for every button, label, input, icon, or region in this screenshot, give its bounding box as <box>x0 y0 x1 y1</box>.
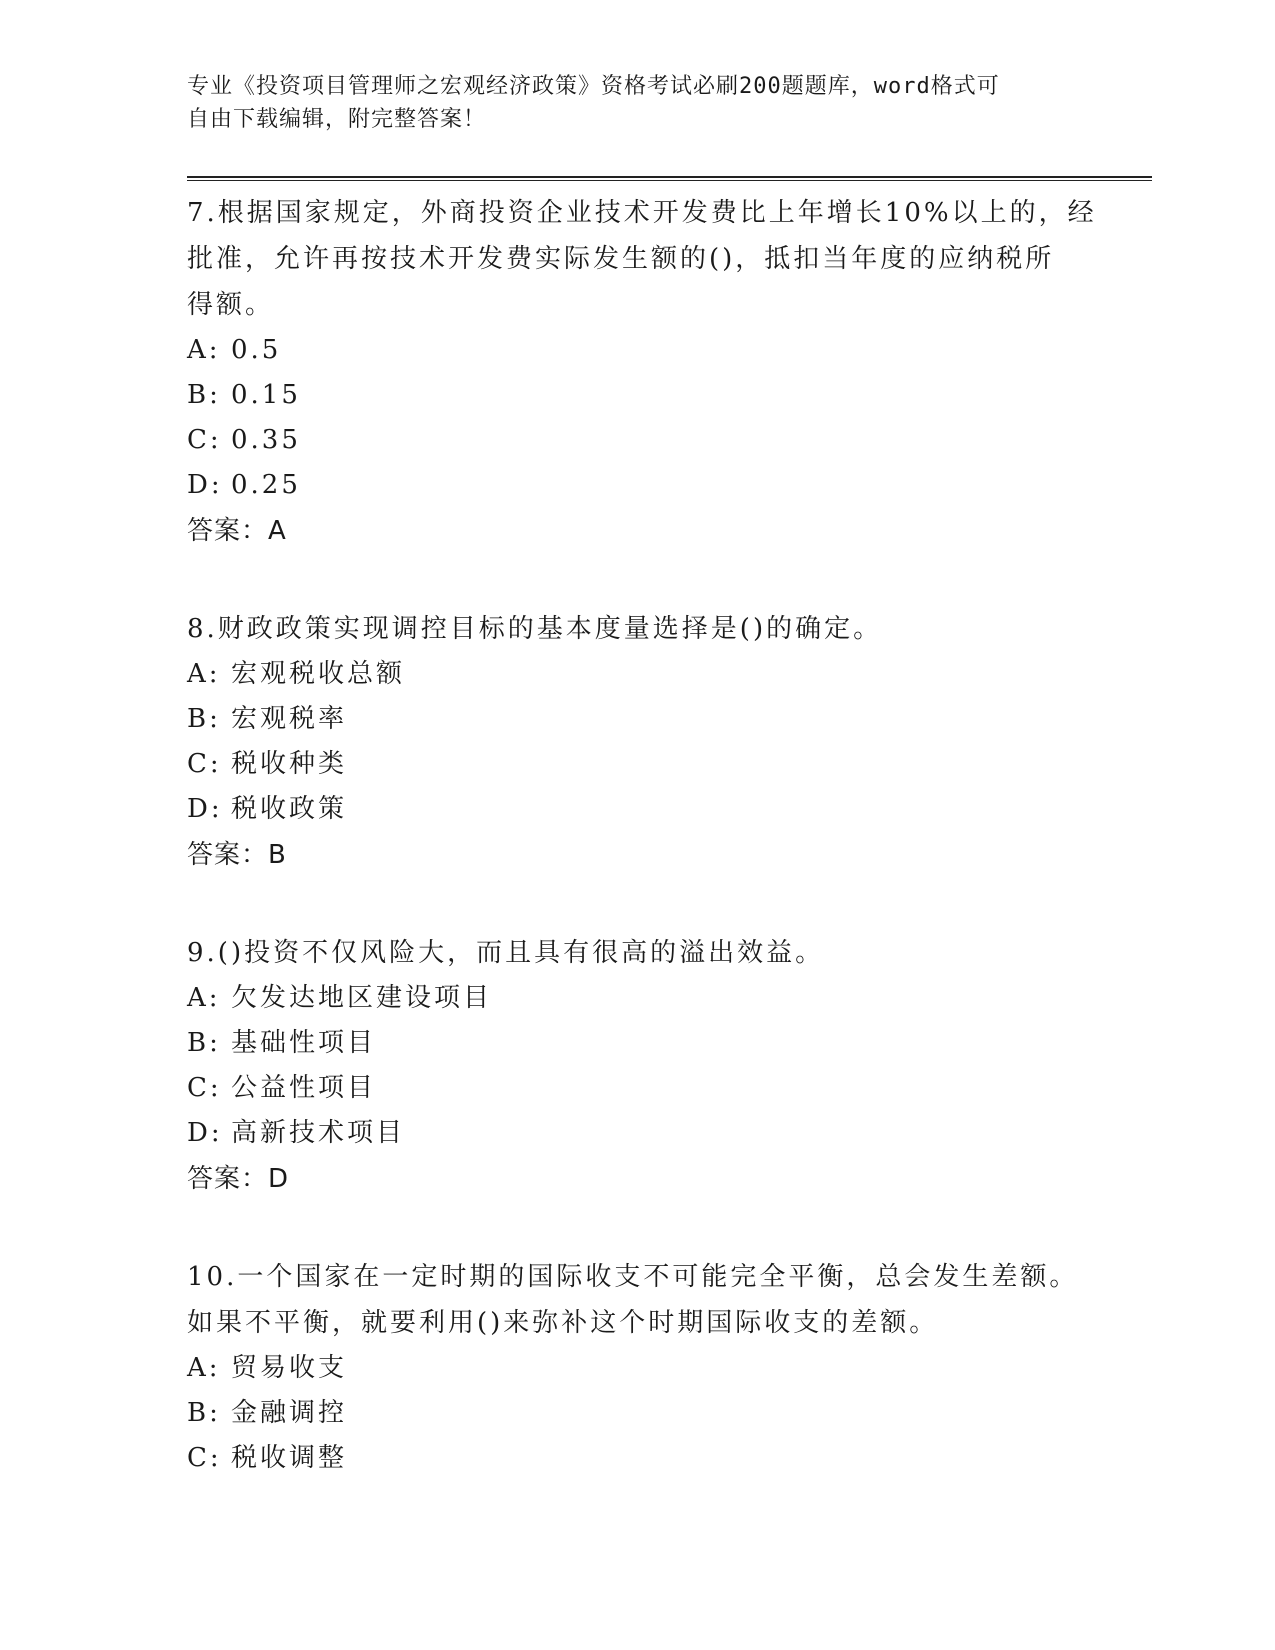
option-key: B: <box>187 380 221 410</box>
question-stem <box>187 606 1087 652</box>
option-b <box>187 373 1087 418</box>
answer-line: 答案：D <box>187 1164 290 1194</box>
option-text: 0.15 <box>231 380 301 410</box>
option-a <box>187 1346 1087 1391</box>
question-stem <box>187 1254 1087 1346</box>
header-divider <box>187 176 1152 181</box>
option-text: 基础性项目 <box>231 1028 377 1058</box>
option-key: C: <box>187 1073 222 1103</box>
option-text: 0.35 <box>231 425 301 455</box>
option-c <box>187 742 1087 787</box>
option-text: 税收调整 <box>231 1443 348 1473</box>
question-stem <box>187 930 1087 976</box>
option-c <box>187 418 1087 463</box>
option-key: A: <box>187 659 221 689</box>
option-key: B: <box>187 1398 221 1428</box>
option-d <box>187 787 1087 832</box>
option-key: A: <box>187 1353 221 1383</box>
option-key: A: <box>187 335 221 365</box>
option-c <box>187 1066 1087 1111</box>
question-stem-line: 10.一个国家在一定时期的国际收支不可能完全平衡，总会发生差额。 <box>187 1262 1079 1292</box>
option-text: 0.25 <box>231 470 301 500</box>
option-text: 宏观税收总额 <box>231 659 406 689</box>
document-header <box>187 70 1087 136</box>
option-key: A: <box>187 983 221 1013</box>
answer-line: 答案：A <box>187 516 287 546</box>
question-stem-line: 批准，允许再按技术开发费实际发生额的()，抵扣当年度的应纳税所 <box>187 244 1055 274</box>
option-text: 0.5 <box>231 335 282 365</box>
option-key: B: <box>187 1028 221 1058</box>
option-text: 宏观税率 <box>231 704 348 734</box>
question-stem-line: 9.()投资不仅风险大，而且具有很高的溢出效益。 <box>187 938 825 968</box>
option-b <box>187 1391 1087 1436</box>
header-line-2: 自由下载编辑，附完整答案！ <box>187 107 487 132</box>
option-text: 税收种类 <box>231 749 348 779</box>
option-text: 欠发达地区建设项目 <box>231 983 493 1013</box>
option-key: C: <box>187 425 222 455</box>
option-b <box>187 1021 1087 1066</box>
header-line-1: 专业《投资项目管理师之宏观经济政策》资格考试必刷200题题库，word格式可 <box>187 74 1000 99</box>
question-stem-line: 8.财政政策实现调控目标的基本度量选择是()的确定。 <box>187 614 883 644</box>
question-stem-line: 7.根据国家规定，外商投资企业技术开发费比上年增长10%以上的，经 <box>187 198 1097 228</box>
option-a <box>187 652 1087 697</box>
question-7 <box>187 190 1097 554</box>
option-key: D: <box>187 470 223 500</box>
option-key: D: <box>187 794 223 824</box>
option-text: 税收政策 <box>231 794 348 824</box>
question-9 <box>187 930 1087 1202</box>
option-text: 高新技术项目 <box>231 1118 406 1148</box>
option-text: 公益性项目 <box>231 1073 377 1103</box>
question-10 <box>187 1254 1087 1481</box>
question-list <box>187 190 1097 1481</box>
option-key: C: <box>187 749 222 779</box>
question-8 <box>187 606 1087 878</box>
option-d <box>187 1111 1087 1156</box>
option-text: 金融调控 <box>231 1398 348 1428</box>
option-b <box>187 697 1087 742</box>
question-stem-line: 得额。 <box>187 290 275 320</box>
option-key: B: <box>187 704 221 734</box>
question-stem-line: 如果不平衡，就要利用()来弥补这个时期国际收支的差额。 <box>187 1308 939 1338</box>
option-key: D: <box>187 1118 223 1148</box>
option-text: 贸易收支 <box>231 1353 348 1383</box>
option-d <box>187 463 1087 508</box>
option-key: C: <box>187 1443 222 1473</box>
question-stem <box>187 190 1097 328</box>
option-c <box>187 1436 1087 1481</box>
answer-line: 答案：B <box>187 840 287 870</box>
option-a <box>187 328 1087 373</box>
option-a <box>187 976 1087 1021</box>
